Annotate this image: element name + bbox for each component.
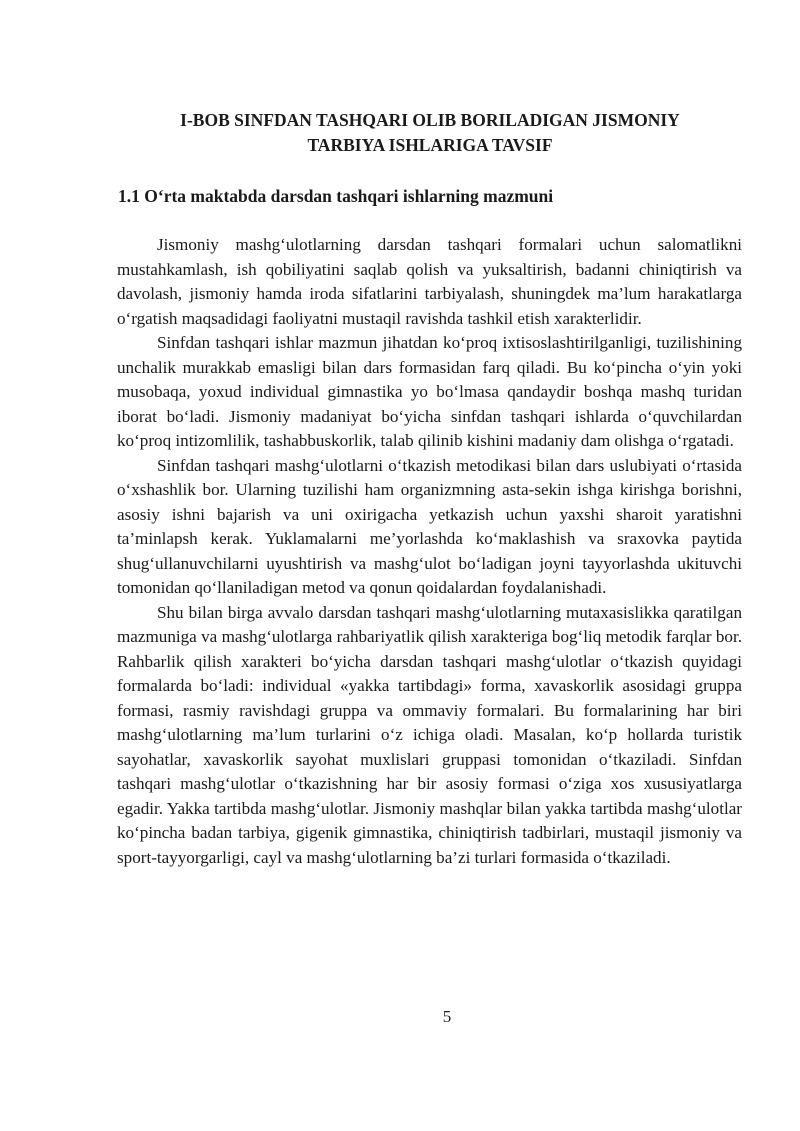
chapter-title [110,108,750,158]
paragraph-1: Jismoniy mashg‘ulotlarning darsdan tashqari formalari uchun salomatlikni mustahkamlash, ish qobiliyatini saqlab qolish va yuksaltirish, badanni chiniqtirish va davolash, jismoniy hamda iroda sifatlarini tarbiyalash, shuningdek ma’lum harakatlarga o‘rgatish maqsadidagi faoliyatni mustaqil ravishda tashkil etish xarakterlidir. [117,235,742,328]
page-number: 5 [442,1007,452,1026]
chapter-title-line-2: TARBIYA ISHLARIGA TAVSIF [307,135,553,155]
section-title: 1.1 O‘rta maktabda darsdan tashqari ishlarning mazmuni [118,186,554,206]
paragraph-2: Sinfdan tashqari ishlar mazmun jihatdan ko‘proq ixtisoslashtirilganligi, tuzilishining unchalik murakkab emasligi bilan dars formasidan farq qiladi. Bu ko‘pincha o‘yin yoki musobaqa, yoxud individual gimnastika yo bo‘lmasa qandaydir boshqa mashq turidan iborat bo‘ladi. Jismoniy madaniyat bo‘yicha sinfdan tashqari ishlarda o‘quvchilardan ko‘proq intizomlilik, tashabbuskorlik, talab qilinib kishini madaniy dam olishga o‘rgatadi. [117,333,742,450]
paragraph-3: Sinfdan tashqari mashg‘ulotlarni o‘tkazish metodikasi bilan dars uslubiyati o‘rtasida o‘xshashlik bor. Ularning tuzilishi ham organizmning asta-sekin ishga kirishga borishni, asosiy ishni bajarish va uni oxirigacha yetkazish uchun yaxshi sharoit yaratishni ta’minlapsh kerak. Yuklamalarni me’yorlashda ko‘maklashish va sraxovka paytida shug‘ullanuvchilarni uyushtirish va mashg‘ulot bo‘ladigan joyni tayyorlashda ukituvchi tomonidan qo‘llaniladigan metod va qonun qoidalardan foydalanishadi. [117,455,742,597]
chapter-title-line-1: I-BOB SINFDAN TASHQARI OLIB BORILADIGAN JISMONIY [180,110,680,130]
paragraph-4: Shu bilan birga avvalo darsdan tashqari mashg‘ulotlarning mutaxasislikka qaratilgan mazmuniga va mashg‘ulotlarga rahbariyatlik qilish xarakteriga bog‘liq metodik farqlar bor. Rahbarlik qilish xarakteri bo‘yicha darsdan tashqari mashg‘ulotlar o‘tkazish quyidagi formalarda bo‘ladi: individual «yakka tartibdagi» forma, xavaskorlik asosidagi gruppa formasi, rasmiy ravishdagi gruppa va ommaviy formalari. Bu formalarining har biri mashg‘ulotlarning ma’lum turlarini o‘z ichiga oladi. Masalan, ko‘p hollarda turistik sayohatlar, xavaskorlik sayohat muxlislari gruppasi tomonidan o‘tkaziladi. Sinfdan tashqari mashg‘ulotlar o‘tkazishning har bir asosiy formasi o‘ziga xos xususiyatlarga egadir. Yakka tartibda mashg‘ulotlar. Jismoniy mashqlar bilan yakka tartibda mashg‘ulotlar ko‘pincha badan tarbiya, gigenik gimnastika, chiniqtirish tadbirlari, mustaqil jismoniy va sport-tayyorgarligi, cayl va mashg‘ulotlarning ba’zi turlari formasida o‘tkaziladi. [117,602,742,867]
body-text [117,233,742,870]
